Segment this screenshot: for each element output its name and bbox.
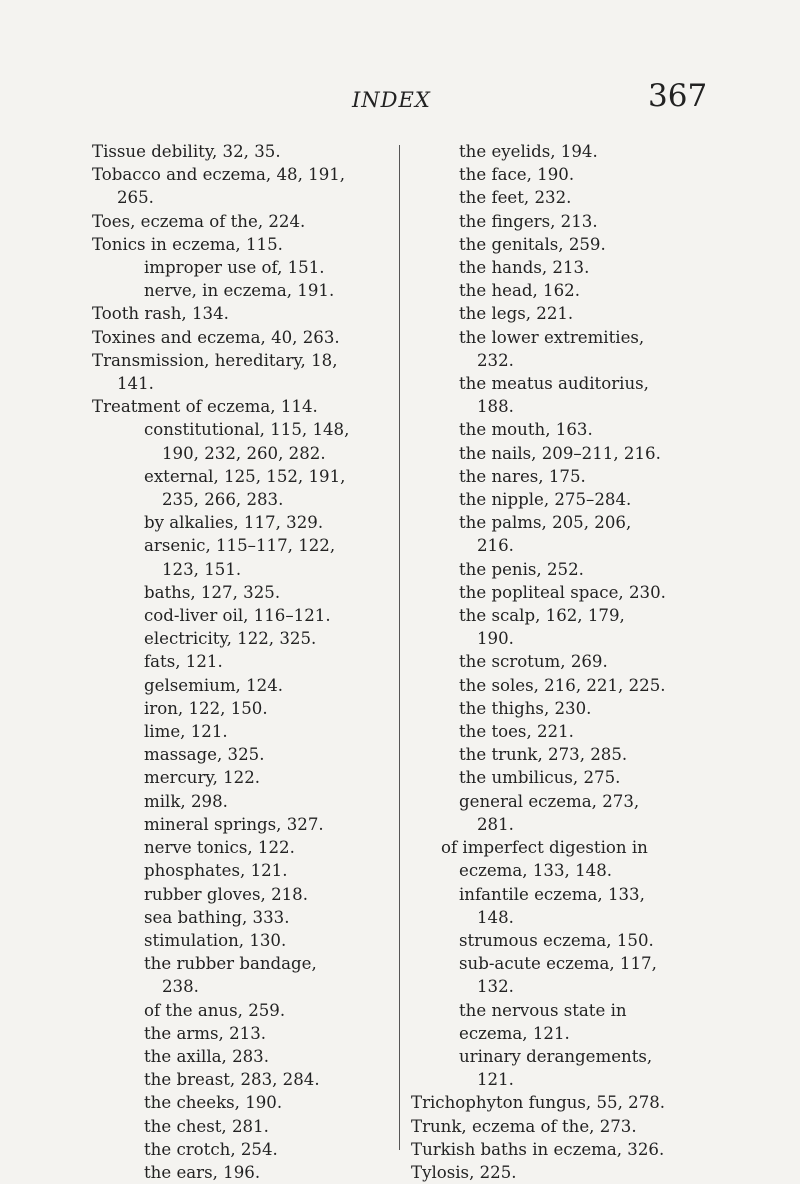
index-entry: the ears, 196. <box>144 1162 261 1182</box>
index-entry: nerve, in eczema, 191. <box>144 281 335 301</box>
index-entry: the fingers, 213. <box>459 211 598 231</box>
index-entry: cod-liver oil, 116–121. <box>144 606 331 626</box>
index-entry: Tooth rash, 134. <box>92 304 229 324</box>
index-entry: 188. <box>477 397 514 417</box>
index-entry: the cheeks, 190. <box>144 1093 283 1113</box>
index-entry: 281. <box>477 814 514 834</box>
index-entry: the face, 190. <box>459 165 575 185</box>
index-entry: 123, 151. <box>162 559 242 579</box>
page-header <box>0 78 800 118</box>
index-entry: the scalp, 162, 179, <box>459 606 625 626</box>
index-entry: eczema, 121. <box>459 1023 570 1043</box>
index-entry: 141. <box>117 374 154 394</box>
index-entry: gelsemium, 124. <box>144 675 284 695</box>
index-entry: electricity, 122, 325. <box>144 629 317 649</box>
index-entry: lime, 121. <box>144 722 228 742</box>
index-entry: rubber gloves, 218. <box>144 884 309 904</box>
index-entry: infantile eczema, 133, <box>459 884 645 904</box>
index-entry: 238. <box>162 977 199 997</box>
index-entry: urinary derangements, <box>459 1046 653 1066</box>
index-entry: the penis, 252. <box>459 559 584 579</box>
index-entry: iron, 122, 150. <box>144 698 268 718</box>
index-entry: sea bathing, 333. <box>144 907 290 927</box>
index-entry: the hands, 213. <box>459 258 590 278</box>
index-entry: the crotch, 254. <box>144 1139 278 1159</box>
index-entry: sub-acute eczema, 117, <box>459 954 657 974</box>
index-entry: phosphates, 121. <box>144 861 288 881</box>
index-entry: baths, 127, 325. <box>144 582 281 602</box>
index-entry: the axilla, 283. <box>144 1046 270 1066</box>
index-entry: by alkalies, 117, 329. <box>144 513 324 533</box>
index-entry: the lower extremities, <box>459 327 645 347</box>
index-column-left <box>92 140 392 1184</box>
index-entry: the rubber bandage, <box>144 954 317 974</box>
index-entry: milk, 298. <box>144 791 228 811</box>
index-entry: external, 125, 152, 191, <box>144 466 346 486</box>
index-entry: 121. <box>477 1070 514 1090</box>
running-title: INDEX <box>352 88 431 112</box>
index-entry: Trunk, eczema of the, 273. <box>411 1116 637 1136</box>
index-entry: the popliteal space, 230. <box>459 582 666 602</box>
index-entry: Toes, eczema of the, 224. <box>92 211 306 231</box>
index-entry: of the anus, 259. <box>144 1000 286 1020</box>
index-entry: the umbilicus, 275. <box>459 768 621 788</box>
index-entry: mercury, 122. <box>144 768 261 788</box>
index-entry: eczema, 133, 148. <box>459 861 613 881</box>
index-entry: 132. <box>477 977 514 997</box>
index-entry: Tobacco and eczema, 48, 191, <box>92 165 346 185</box>
index-entry: the trunk, 273, 285. <box>459 745 628 765</box>
index-entry: arsenic, 115–117, 122, <box>144 536 336 556</box>
index-entry: the soles, 216, 221, 225. <box>459 675 666 695</box>
index-entry: the thighs, 230. <box>459 698 592 718</box>
page-number: 367 <box>648 78 708 114</box>
index-entry: Transmission, hereditary, 18, <box>92 350 338 370</box>
index-entry: mineral springs, 327. <box>144 814 324 834</box>
index-entry: the meatus auditorius, <box>459 374 649 394</box>
index-entry: Treatment of eczema, 114. <box>92 397 318 417</box>
index-entry: the nervous state in <box>459 1000 627 1020</box>
index-entry: the arms, 213. <box>144 1023 267 1043</box>
index-entry: the head, 162. <box>459 281 580 301</box>
index-entry: the toes, 221. <box>459 722 574 742</box>
index-column-right <box>411 140 721 1184</box>
index-entry: constitutional, 115, 148, <box>144 420 350 440</box>
index-entry: the mouth, 163. <box>459 420 593 440</box>
index-entry: the legs, 221. <box>459 304 574 324</box>
index-entry: nerve tonics, 122. <box>144 838 295 858</box>
index-entry: improper use of, 151. <box>144 258 325 278</box>
index-entry: 235, 266, 283. <box>162 490 284 510</box>
column-divider <box>399 145 400 1150</box>
index-entry: Trichophyton fungus, 55, 278. <box>411 1093 666 1113</box>
index-entry: massage, 325. <box>144 745 265 765</box>
index-entry: Tonics in eczema, 115. <box>92 234 283 254</box>
index-entry: of imperfect digestion in <box>441 838 648 858</box>
index-entry: Toxines and eczema, 40, 263. <box>92 327 340 347</box>
index-entry: the nares, 175. <box>459 466 586 486</box>
index-entry: stimulation, 130. <box>144 930 287 950</box>
index-entry: strumous eczema, 150. <box>459 930 654 950</box>
index-entry: 216. <box>477 536 514 556</box>
index-entry: the genitals, 259. <box>459 234 606 254</box>
index-entry: general eczema, 273, <box>459 791 640 811</box>
index-entry: 148. <box>477 907 514 927</box>
index-entry: 232. <box>477 350 514 370</box>
index-entry: the chest, 281. <box>144 1116 269 1136</box>
index-entry: the nails, 209–211, 216. <box>459 443 661 463</box>
index-entry: the breast, 283, 284. <box>144 1070 320 1090</box>
index-entry: Tissue debility, 32, 35. <box>92 142 281 161</box>
index-entry: 265. <box>117 188 154 208</box>
index-entry: fats, 121. <box>144 652 223 672</box>
index-entry: Turkish baths in eczema, 326. <box>411 1139 665 1159</box>
index-entry: 190. <box>477 629 514 649</box>
index-entry: 190, 232, 260, 282. <box>162 443 326 463</box>
index-entry: the palms, 205, 206, <box>459 513 632 533</box>
index-entry: the scrotum, 269. <box>459 652 608 672</box>
index-entry: the eyelids, 194. <box>459 142 598 161</box>
index-entry: the feet, 232. <box>459 188 572 208</box>
index-entry: the nipple, 275–284. <box>459 490 632 510</box>
index-entry: Tylosis, 225. <box>411 1162 517 1182</box>
